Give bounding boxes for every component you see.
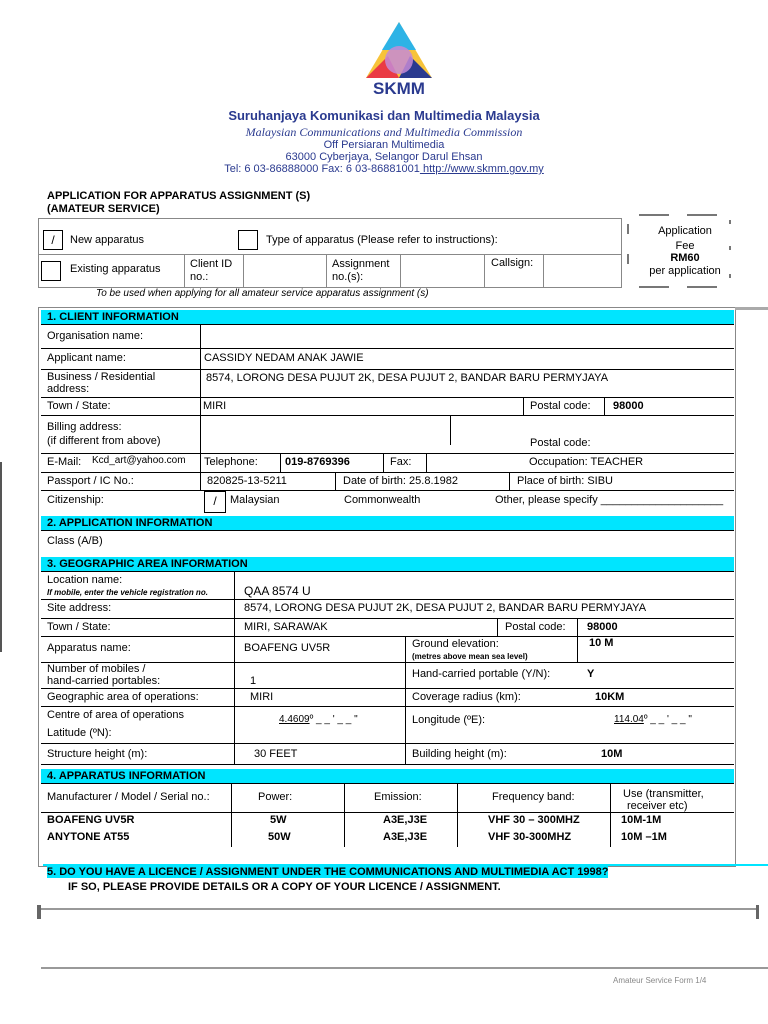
longitude-field[interactable] bbox=[614, 714, 692, 725]
geo-area-label: Geographic area of operations: bbox=[47, 691, 199, 703]
form-title-1: APPLICATION FOR APPARATUS ASSIGNMENT (S) bbox=[47, 190, 311, 202]
apparatus-row-2-emission[interactable]: A3E,J3E bbox=[383, 831, 428, 843]
skmm-logo bbox=[344, 18, 454, 100]
organisation-name-label: Organisation name: bbox=[47, 330, 143, 342]
malaysian-checkbox[interactable]: / bbox=[204, 491, 226, 513]
apparatus-col-use-1: Use (transmitter, bbox=[623, 788, 704, 800]
new-apparatus-checkbox[interactable]: / bbox=[43, 230, 63, 250]
section-5-subtitle: IF SO, PLEASE PROVIDE DETAILS OR A COPY OF YOUR LICENCE / ASSIGNMENT. bbox=[68, 881, 501, 893]
structure-height-field[interactable]: 30 FEET bbox=[254, 748, 298, 760]
malaysian-label: Malaysian bbox=[230, 494, 280, 506]
hand-carried-label: Hand-carried portable (Y/N): bbox=[412, 668, 551, 680]
geo-postal-field[interactable]: 98000 bbox=[587, 621, 618, 633]
section-3-title: 3. GEOGRAPHIC AREA INFORMATION bbox=[41, 557, 734, 571]
citizenship-label: Citizenship: bbox=[47, 494, 104, 506]
footer-form-number: Amateur Service Form 1/4 bbox=[613, 976, 707, 985]
apparatus-col-use-2: receiver etc) bbox=[627, 800, 688, 812]
email-field[interactable]: Kcd_art@yahoo.com bbox=[92, 455, 186, 466]
section-4-title: 4. APPARATUS INFORMATION bbox=[41, 769, 734, 783]
structure-height-label: Structure height (m): bbox=[47, 748, 148, 760]
address-line-1: Off Persiaran Multimedia bbox=[323, 139, 445, 151]
ground-elevation-field[interactable]: 10 M bbox=[589, 637, 614, 649]
ground-elevation-label: Ground elevation: bbox=[412, 638, 499, 650]
fee-label-2: Fee bbox=[675, 240, 695, 252]
latitude-suffix: º _ _ ' _ _ " bbox=[309, 714, 358, 725]
org-name-english: Malaysian Communications and Multimedia Commission bbox=[245, 125, 523, 139]
form-title-2: (AMATEUR SERVICE) bbox=[47, 203, 160, 215]
fee-label-1: Application bbox=[658, 225, 712, 237]
section-2-title: 2. APPLICATION INFORMATION bbox=[41, 516, 734, 530]
latitude-value: 4.4609 bbox=[279, 714, 310, 725]
apparatus-row-1-power[interactable]: 5W bbox=[270, 814, 287, 826]
usage-note: To be used when applying for all amateur service apparatus assignment (s) bbox=[96, 288, 429, 299]
building-height-field[interactable]: 10M bbox=[601, 748, 623, 760]
geo-area-field[interactable]: MIRI bbox=[250, 691, 274, 703]
address-field[interactable]: 8574, LORONG DESA PUJUT 2K, DESA PUJUT 2, BANDAR BARU PERMYJAYA bbox=[206, 372, 609, 384]
location-name-label: Location name: bbox=[47, 574, 123, 586]
location-name-field[interactable]: QAA 8574 U bbox=[244, 584, 311, 598]
billing-address-note: (if different from above) bbox=[47, 435, 161, 447]
website-link[interactable]: http://www.skmm.gov.my bbox=[419, 163, 544, 175]
section-5-title: 5. DO YOU HAVE A LICENCE / ASSIGNMENT UNDER THE COMMUNICATIONS AND MULTIMEDIA ACT 1998? bbox=[47, 866, 609, 878]
existing-apparatus-checkbox[interactable] bbox=[41, 261, 61, 281]
apparatus-col-manufacturer: Manufacturer / Model / Serial no.: bbox=[47, 791, 210, 803]
org-name-malay: Suruhanjaya Komunikasi dan Multimedia Malaysia bbox=[228, 108, 540, 123]
apparatus-row-2-power[interactable]: 50W bbox=[268, 831, 291, 843]
address-line-2: 63000 Cyberjaya, Selangor Darul Ehsan bbox=[285, 151, 483, 163]
existing-apparatus-label: Existing apparatus bbox=[70, 263, 161, 275]
type-of-apparatus-label: Type of apparatus (Please refer to instructions): bbox=[266, 234, 498, 246]
geo-town-state-field[interactable]: MIRI, SARAWAK bbox=[244, 621, 328, 633]
town-state-label: Town / State: bbox=[47, 400, 111, 412]
longitude-label: Longitude (ºE): bbox=[412, 714, 486, 726]
location-name-note: If mobile, enter the vehicle registration no. bbox=[47, 588, 208, 597]
class-label: Class (A/B) bbox=[47, 535, 103, 547]
telephone-field[interactable]: 019-8769396 bbox=[285, 456, 350, 468]
latitude-field[interactable] bbox=[279, 714, 358, 725]
centre-area-label: Centre of area of operations bbox=[47, 709, 184, 721]
apparatus-name-field[interactable]: BOAFENG UV5R bbox=[244, 642, 331, 654]
address-label: Business / Residential address: bbox=[47, 371, 156, 395]
apparatus-row-1-model[interactable]: BOAFENG UV5R bbox=[47, 814, 135, 826]
commonwealth-option[interactable]: Commonwealth bbox=[344, 494, 421, 506]
longitude-suffix: º _ _ ' _ _ " bbox=[643, 714, 692, 725]
latitude-label-text: Latitude (ºN): bbox=[47, 727, 112, 739]
postal-code-label: Postal code: bbox=[530, 400, 591, 412]
town-state-field[interactable]: MIRI bbox=[203, 400, 227, 412]
apparatus-col-power: Power: bbox=[258, 791, 293, 803]
type-of-apparatus-checkbox[interactable] bbox=[238, 230, 258, 250]
apparatus-row-1-frequency[interactable]: VHF 30 – 300MHZ bbox=[488, 814, 580, 826]
geo-postal-label: Postal code: bbox=[505, 621, 566, 633]
apparatus-col-emission: Emission: bbox=[374, 791, 422, 803]
telephone-label: Telephone: bbox=[204, 456, 258, 468]
client-id-label: Client ID no.: bbox=[190, 258, 233, 283]
tel-fax: Tel: 6 03-86888000 Fax: 6 03-86881001 bbox=[224, 163, 420, 175]
section-1-title: 1. CLIENT INFORMATION bbox=[41, 310, 734, 324]
mobiles-field[interactable]: 1 bbox=[250, 675, 257, 687]
apparatus-row-2-frequency[interactable]: VHF 30-300MHZ bbox=[488, 831, 572, 843]
apparatus-col-frequency: Frequency band: bbox=[492, 791, 575, 803]
callsign-label: Callsign: bbox=[491, 257, 534, 269]
coverage-radius-label: Coverage radius (km): bbox=[412, 691, 521, 703]
site-address-field[interactable]: 8574, LORONG DESA PUJUT 2K, DESA PUJUT 2, BANDAR BARU PERMYJAYA bbox=[244, 602, 647, 614]
applicant-name-field[interactable]: CASSIDY NEDAM ANAK JAWIE bbox=[204, 352, 364, 364]
apparatus-type-box bbox=[38, 218, 622, 288]
apparatus-row-1-use[interactable]: 10M-1M bbox=[621, 814, 662, 826]
passport-field[interactable]: 820825-13-5211 bbox=[207, 475, 287, 487]
date-of-birth-field[interactable]: Date of birth: 25.8.1982 bbox=[343, 475, 458, 487]
mobiles-label-1: Number of mobiles / bbox=[47, 663, 146, 675]
billing-postal-label: Postal code: bbox=[530, 437, 591, 449]
fax-label: Fax: bbox=[390, 456, 412, 468]
fee-per: per application bbox=[649, 265, 721, 277]
apparatus-row-1-emission[interactable]: A3E,J3E bbox=[383, 814, 428, 826]
new-apparatus-label: New apparatus bbox=[70, 234, 144, 246]
applicant-name-label: Applicant name: bbox=[47, 352, 126, 364]
mobiles-label-2: hand-carried portables: bbox=[47, 675, 161, 687]
assignment-no-label: Assignment no.(s): bbox=[332, 258, 390, 283]
passport-label: Passport / IC No.: bbox=[47, 475, 134, 487]
contact-line bbox=[0, 163, 768, 175]
apparatus-name-label: Apparatus name: bbox=[47, 642, 131, 654]
ground-elevation-note: (metres above mean sea level) bbox=[412, 652, 528, 661]
geo-town-state-label: Town / State: bbox=[47, 621, 111, 633]
email-label: E-Mail: bbox=[47, 456, 82, 468]
billing-address-label: Billing address: bbox=[47, 421, 122, 433]
site-address-label: Site address: bbox=[47, 602, 112, 614]
fee-amount: RM60 bbox=[670, 252, 700, 264]
postal-code-field[interactable]: 98000 bbox=[613, 400, 644, 412]
occupation-field[interactable]: Occupation: TEACHER bbox=[529, 456, 644, 468]
svg-text:SKMM: SKMM bbox=[373, 79, 425, 98]
organisation-name-field[interactable] bbox=[203, 326, 733, 347]
hand-carried-field[interactable]: Y bbox=[587, 668, 595, 680]
apparatus-row-2-model[interactable]: ANYTONE AT55 bbox=[47, 831, 130, 843]
longitude-value: 114.04 bbox=[614, 714, 644, 725]
other-citizenship-option[interactable]: Other, please specify ____________________ bbox=[495, 494, 724, 506]
coverage-radius-field[interactable]: 10KM bbox=[595, 691, 625, 703]
building-height-label: Building height (m): bbox=[412, 748, 507, 760]
place-of-birth-field[interactable]: Place of birth: SIBU bbox=[517, 475, 613, 487]
apparatus-row-2-use[interactable]: 10M –1M bbox=[621, 831, 667, 843]
